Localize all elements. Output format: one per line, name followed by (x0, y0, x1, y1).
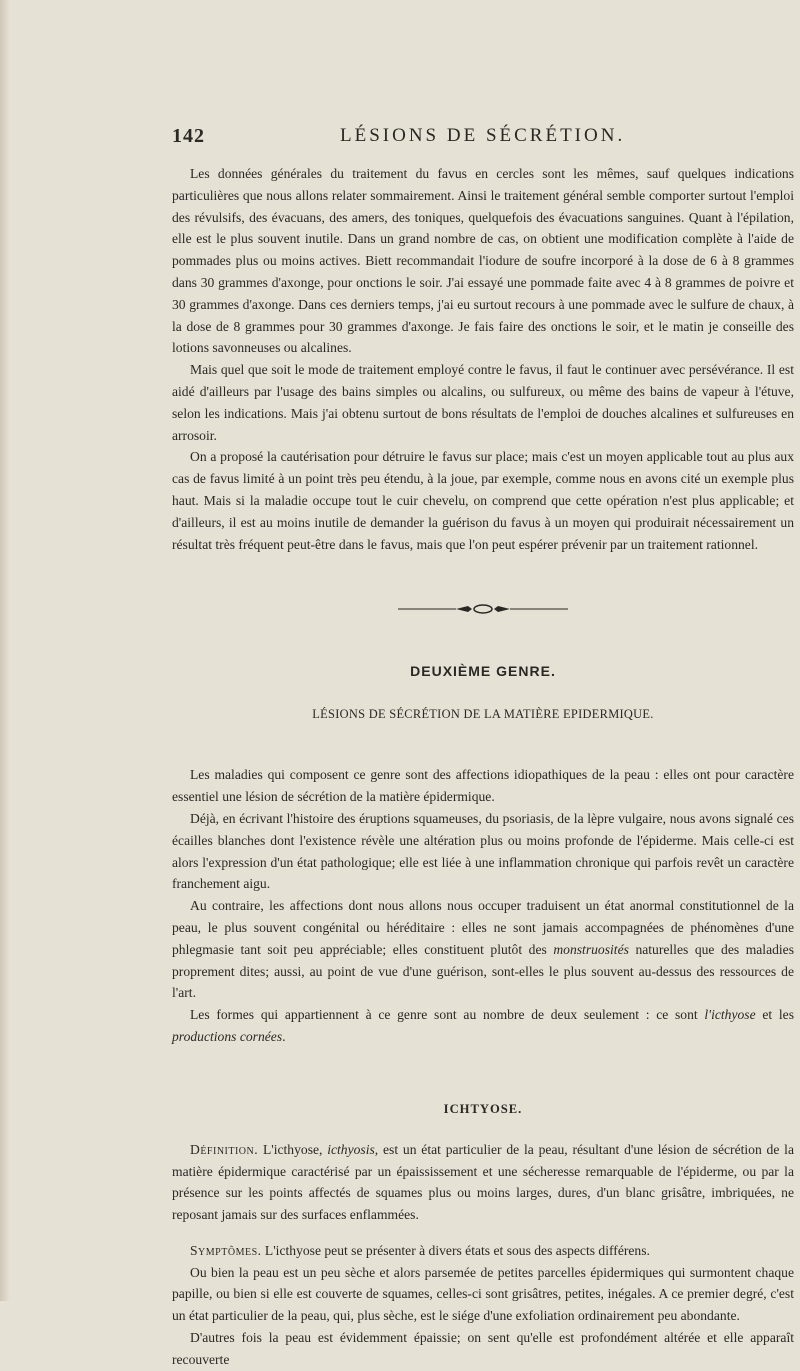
definition-paragraph (172, 1139, 794, 1226)
paragraph: Les données générales du traitement du favus en cercles sont les mêmes, sauf quelques indications particulières que nous allons relater sommairement. Ainsi le traitement général semble comporter surtout l'emploi des révulsifs, des évacuans, des amers, des toniques, quelquefois des évacuations sanguines. Quant à l'épilation, elle est le plus souvent inutile. Dans un grand nombre de cas, on obtient une modification complète à l'aide de pommades plus ou moins actives. Biett recommandait l'iodure de soufre incorporé à la dose de 6 à 8 grammes dans 30 grammes d'axonge, pour onctions le soir. J'ai essayé une pommade faite avec 4 à 8 grammes de poivre et 30 grammes d'axonge. Dans ces derniers temps, j'ai eu surtout recours à une pommade avec le sulfure de chaux, à la dose de 8 grammes pour 30 grammes d'axonge. Je fais faire des onctions le soir, et le matin je conseille des lotions savonneuses ou alcalines. (172, 166, 794, 356)
paragraph: On a proposé la cautérisation pour détruire le favus sur place; mais c'est un moyen applicable tout au plus aux cas de favus limité à un point très peu étendu, à la joue, par exemple, comme nous en avons cité un exemple plus haut. Mais si la maladie occupe tout le cuir chevelu, on comprend que cette opération n'est plus applicable; et d'ailleurs, il est au moins inutile de demander la guérison du favus à un moyen qui produirait nécessairement un résultat très fréquent peut-être dans le favus, mais que l'on peut espérer prévenir par un traitement rationnel. (172, 449, 794, 552)
paragraph: Les maladies qui composent ce genre sont des affections idiopathiques de la peau : elles ont pour caractère essentiel une lésion de sécrétion de la matière épidermique. (172, 767, 794, 805)
text-run: Les formes qui appartiennent à ce genre sont au nombre de deux seulement : ce sont (190, 1007, 705, 1023)
paragraph: Mais quel que soit le mode de traitement employé contre le favus, il faut le continuer avec persévérance. Il est aidé d'ailleurs par l'usage des bains simples ou alcalins, ou sulfureux, ou même des bains de vapeur à l'étuve, selon les indications. Mais j'ai obtenu surtout de bons résultats de l'emploi de douches alcalines et sulfureuses en arrosoir. (172, 362, 794, 443)
section-title: DEUXIÈME GENRE. (410, 663, 556, 680)
text-run: . (282, 1028, 286, 1044)
epidermic-lesions-section (172, 764, 794, 1047)
page-binding-edge (0, 0, 10, 1301)
italic-term: monstruosités (553, 941, 629, 957)
symptoms-paragraph (172, 1240, 794, 1262)
definition-paragraph-block (172, 1139, 794, 1226)
text-run: L'icthyose, (258, 1141, 328, 1157)
paragraph: D'autres fois la peau est évidemment épaissie; on sent qu'elle est profondément altérée et elle apparaît recouverte (172, 1330, 794, 1367)
definition-label: Définition. (190, 1141, 259, 1157)
symptoms-block (172, 1240, 794, 1371)
text-run: , est un état particulier de la peau, résultant d'une lésion de sécrétion de la matière épidermique caractérisé par un épaississement et une sécheresse remarquable de l'épiderme, ou par la présence sur les points affectés de squames plus ou moins larges, dures, d'un blanc grisâtre, imbriquées, ne reposant jamais sur des surfaces enflammées. (172, 1141, 794, 1223)
page-header (172, 125, 794, 155)
italic-term: icthyosis (327, 1141, 375, 1157)
section-subtitle: LÉSIONS DE SÉCRÉTION DE LA MATIÈRE EPIDERMIQUE. (312, 707, 654, 722)
italic-term: productions cornées (172, 1028, 283, 1044)
favus-treatment-section (172, 163, 794, 555)
book-page (172, 125, 794, 1371)
page-number: 142 (172, 125, 205, 147)
subsection-title: ICHTYOSE. (443, 1101, 523, 1116)
text-run: L'icthyose peut se présenter à divers états et sous des aspects différens. (261, 1242, 650, 1258)
paragraph: Ou bien la peau est un peu sèche et alors parsemée de petites parcelles épidermiques qui surmontent chaque papille, ou bien si elle est couverte de squames, celles-ci sont grisâtres, petites, inégales. A ce premier degré, c'est un état particulier de la peau, qui, plus sèche, est le siége d'une exfoliation ordinairement peu abondante. (172, 1264, 794, 1324)
paragraph: Au contraire, les affections dont nous allons nous occuper traduisent un état anormal constitutionnel de la peau, le plus souvent congénital ou héréditaire : elles ne sont jamais accompagnées de phénomènes d'une phlegmasie tant soit peu appréciable; elles constituent plutôt des monstruosités naturelles que des maladies proprement dites; aussi, au point de vue d'une guérison, sont-elles le plus souvent au-dessus des ressources de l'art. (172, 898, 795, 1001)
text-run: et les (755, 1007, 794, 1023)
running-title: LÉSIONS DE SÉCRÉTION. (340, 125, 626, 146)
ornament-divider (398, 602, 568, 616)
italic-term: l'icthyose (704, 1007, 756, 1023)
paragraph: Déjà, en écrivant l'histoire des éruptions squameuses, du psoriasis, de la lèpre vulgaire, nous avons signalé ces écailles blanches dont l'existence révèle une altération plus ou moins profonde de l'épiderme. Mais celle-ci est alors l'expression d'un état pathologique; elle est liée à une inflammation chronique qui parfois revêt un caractère franchement aigu. (172, 810, 794, 892)
paragraph (172, 1004, 794, 1048)
symptoms-label: Symptômes. (190, 1242, 262, 1258)
